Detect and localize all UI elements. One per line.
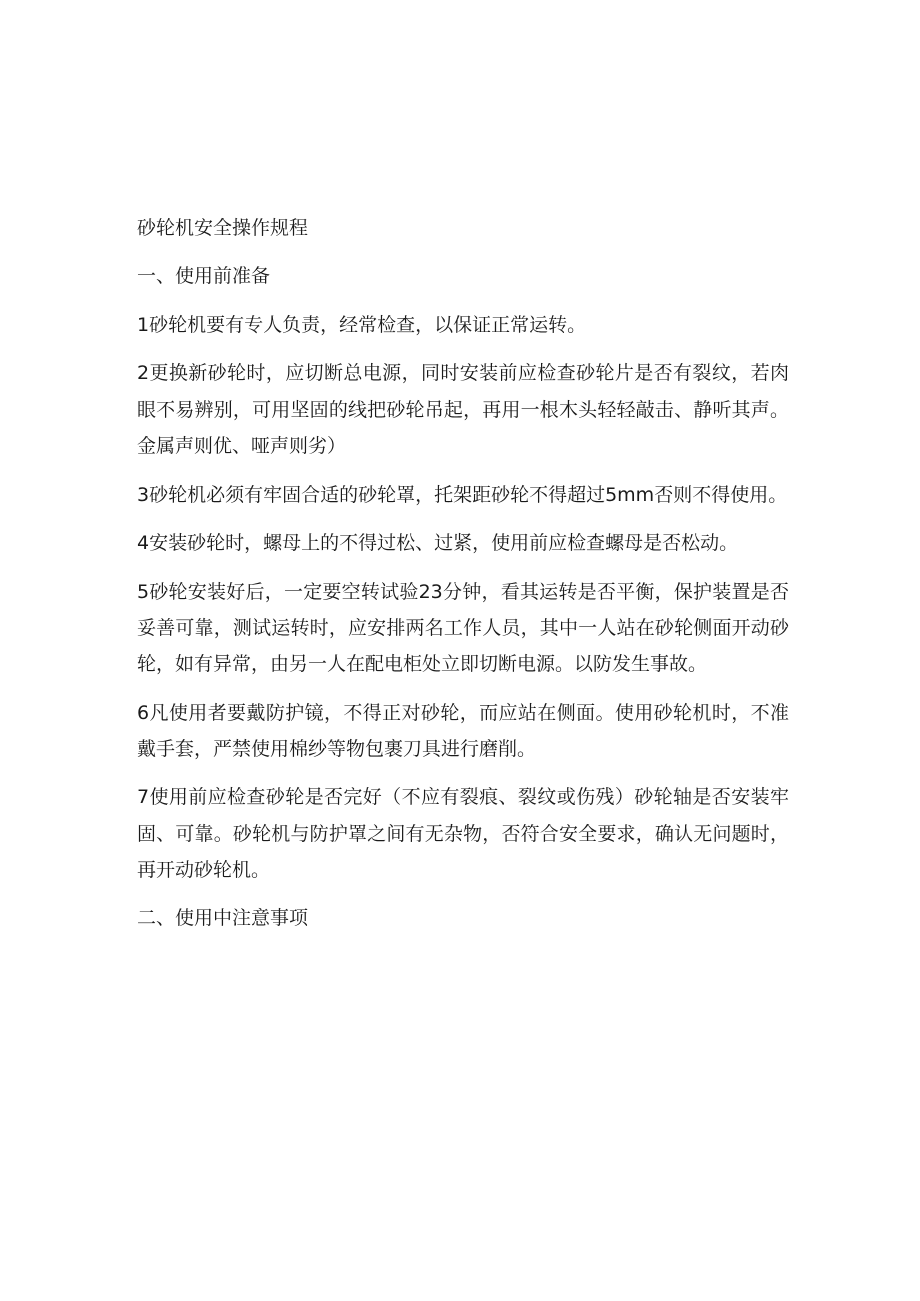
document-title: 砂轮机安全操作规程: [137, 217, 309, 239]
document-body: [137, 210, 789, 949]
list-item: 1砂轮机要有专人负责，经常检查，以保证正常运转。: [137, 313, 587, 336]
list-item: 6凡使用者要戴防护镜，不得正对砂轮，而应站在侧面。使用砂轮机时，不准戴手套，严禁使用棉纱等物包裹刀具进行磨削。: [137, 701, 789, 760]
list-item: 3砂轮机必须有牢固合适的砂轮罩，托架距砂轮不得超过5mm否则不得使用。: [137, 483, 788, 506]
section-heading-in-use: 二、使用中注意事项: [137, 907, 309, 930]
list-item: 4安装砂轮时，螺母上的不得过松、过紧，使用前应检查螺母是否松动。: [137, 532, 739, 555]
list-item: 2更换新砂轮时，应切断总电源，同时安装前应检查砂轮片是否有裂纹，若肉眼不易辨别，可用坚固的线把砂轮吊起，再用一根木头轻轻敲击、静听其声。金属声则优、哑声则劣）: [137, 362, 789, 458]
list-item: 5砂轮安装好后，一定要空转试验23分钟，看其运转是否平衡，保护装置是否妥善可靠，测试运转时，应安排两名工作人员，其中一人站在砂轮侧面开动砂轮，如有异常，由另一人在配电柜处立即切断电源。以防发生事故。: [137, 580, 789, 676]
list-item: 7使用前应检查砂轮是否完好（不应有裂痕、裂纹或伤残）砂轮轴是否安装牢固、可靠。砂轮机与防护罩之间有无杂物，否符合安全要求，确认无问题时，再开动砂轮机。: [137, 786, 789, 881]
section-heading-preparation: 一、使用前准备: [137, 265, 271, 288]
